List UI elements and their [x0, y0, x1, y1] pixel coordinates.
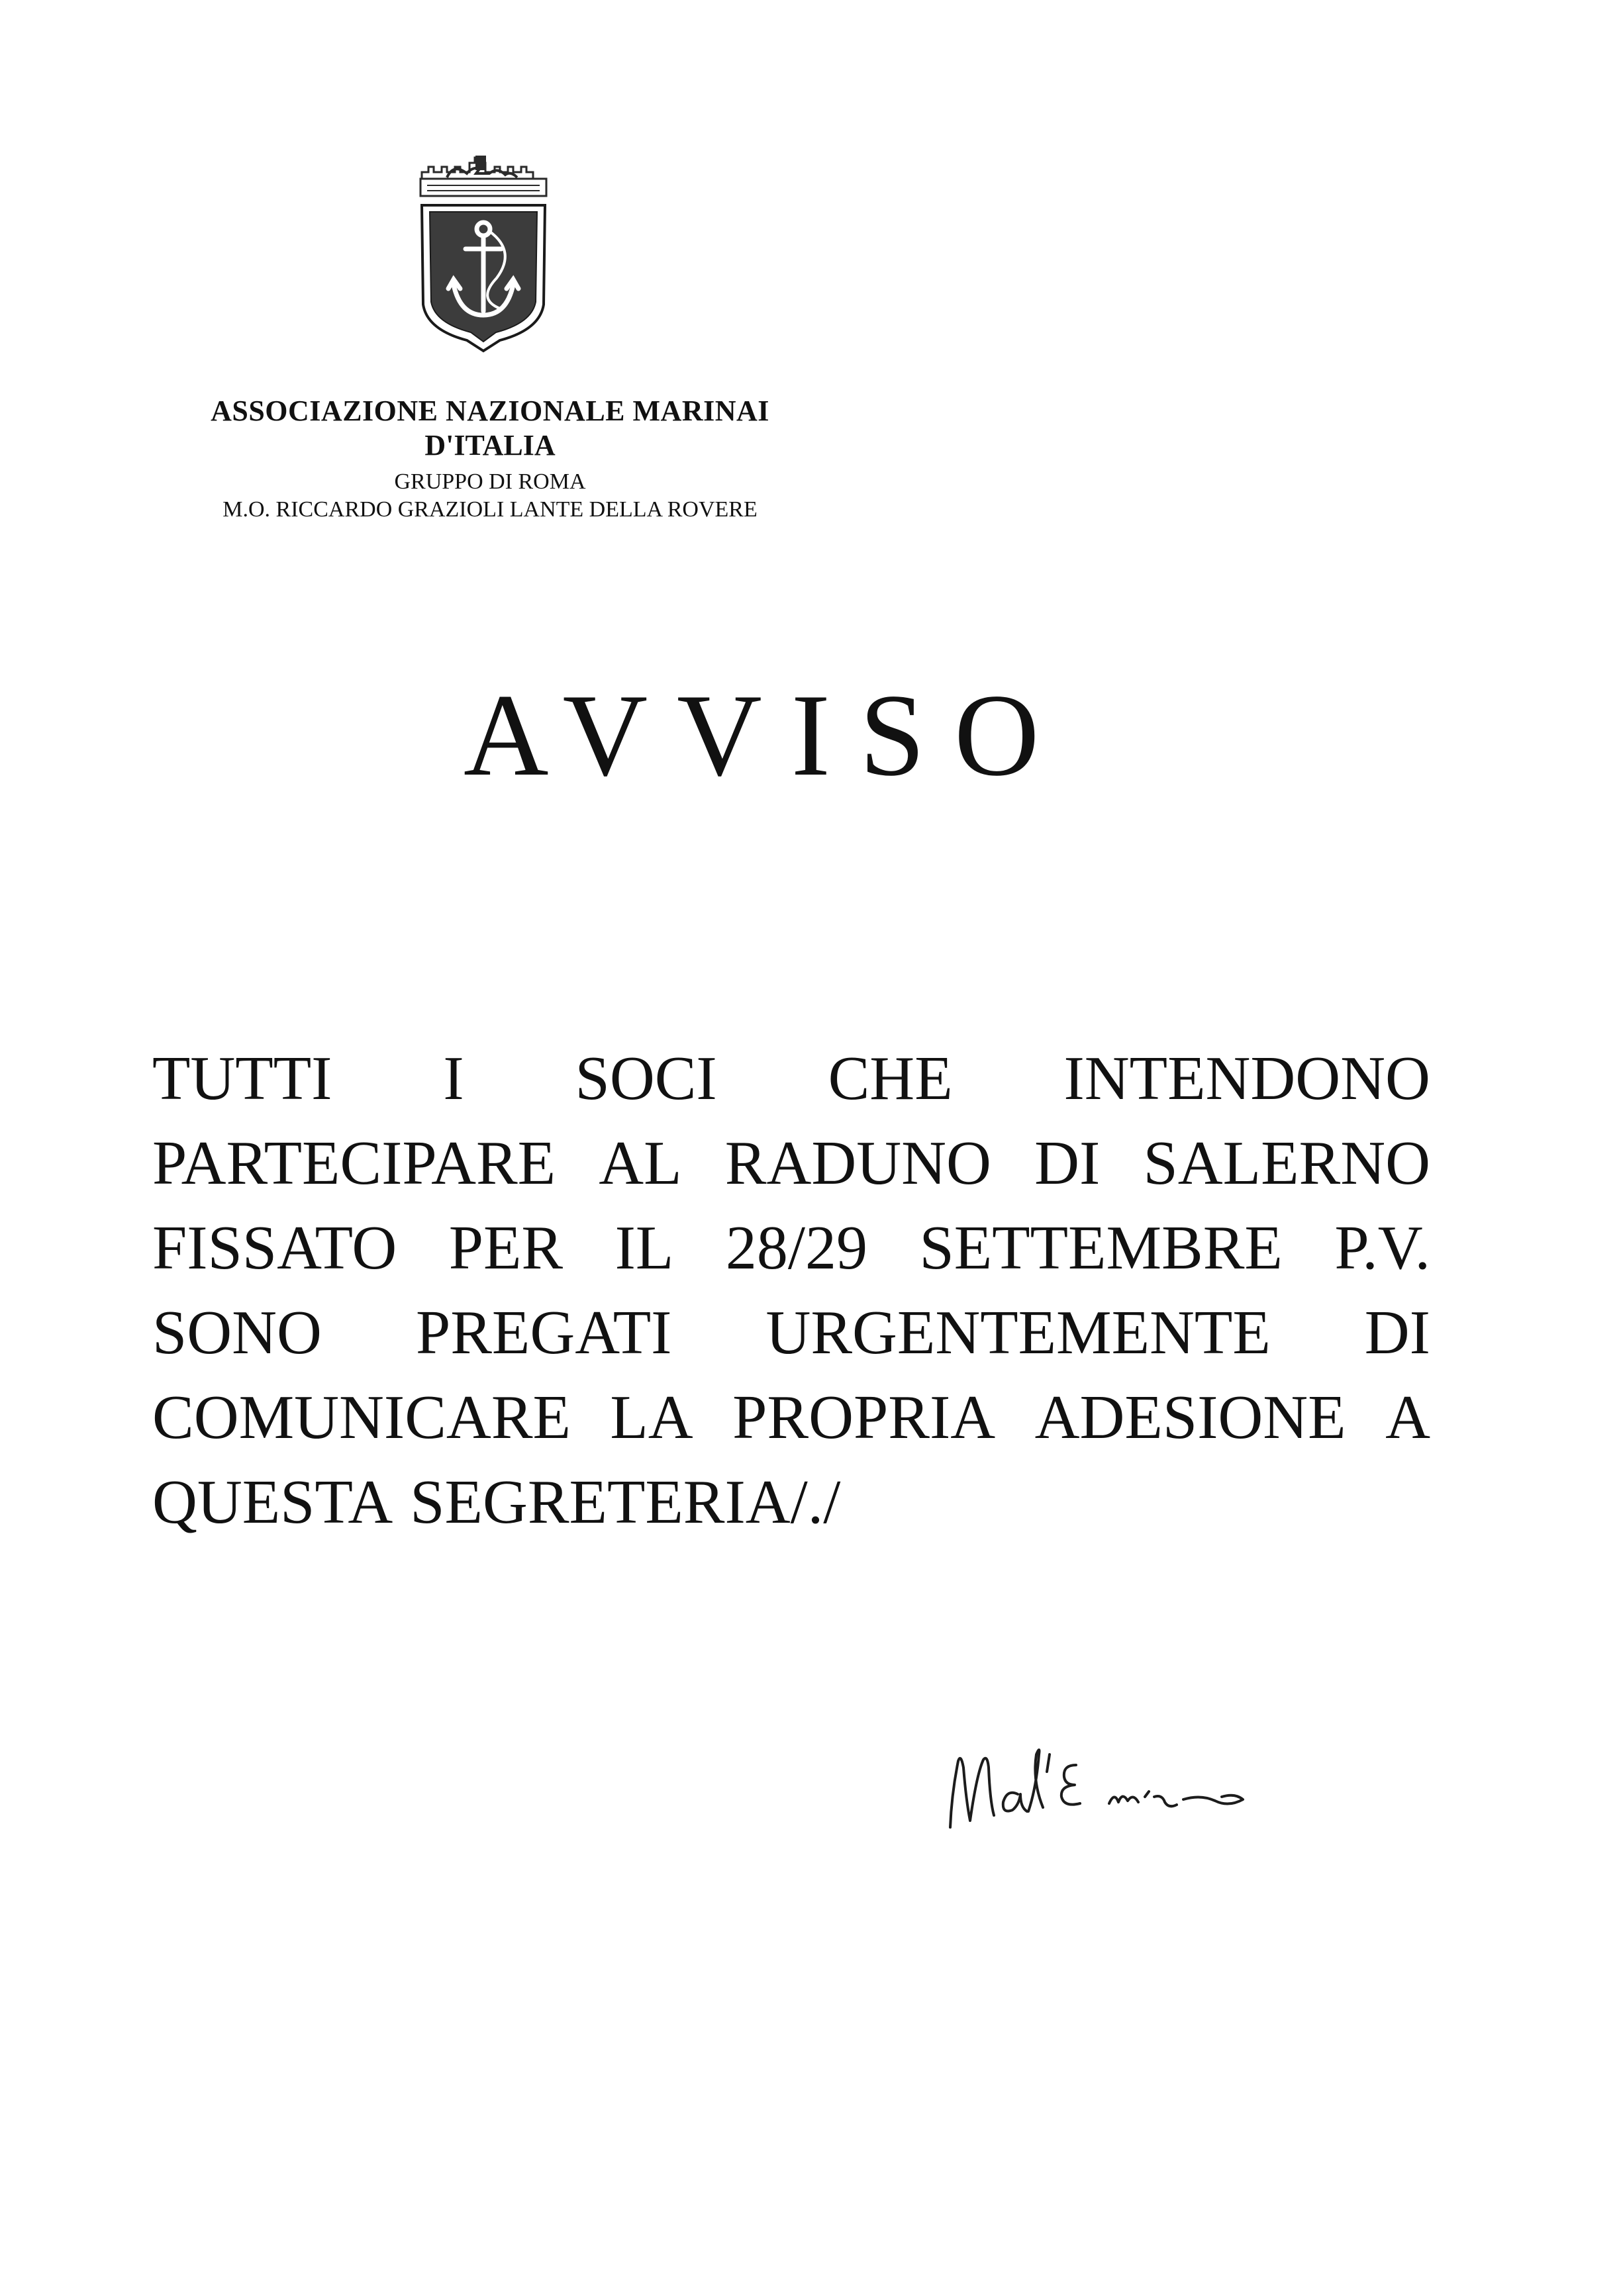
body-word: DI: [1034, 1129, 1101, 1198]
body-word: DI: [1364, 1298, 1430, 1367]
navy-association-emblem: [407, 152, 560, 358]
body-word: AL: [599, 1129, 682, 1198]
handwritten-signature: [944, 1728, 1420, 1847]
organization-name: ASSOCIAZIONE NAZIONALE MARINAI: [211, 395, 769, 427]
body-word: I: [443, 1044, 464, 1113]
body-word: SEGRETERIA/./: [410, 1468, 841, 1537]
body-word: SOCI: [575, 1044, 717, 1113]
body-word: TUTTI: [152, 1044, 332, 1113]
crown-icon: [420, 156, 546, 196]
organization-header: [159, 394, 821, 524]
organization-name-continued: D'ITALIA: [424, 429, 556, 461]
body-word: COMUNICARE: [152, 1383, 571, 1452]
body-word: A: [1385, 1383, 1430, 1452]
body-line: [152, 1121, 1430, 1206]
body-word: FISSATO: [152, 1214, 397, 1282]
body-word: PREGATI: [415, 1298, 672, 1367]
body-line: [152, 1375, 1430, 1460]
body-word: P.V.: [1334, 1214, 1430, 1282]
body-word: PARTECIPARE: [152, 1129, 556, 1198]
body-word: 28/29: [725, 1214, 867, 1282]
body-word: PROPRIA: [732, 1383, 996, 1452]
body-line: [152, 1206, 1430, 1290]
body-word: INTENDONO: [1063, 1044, 1430, 1113]
body-word: IL: [615, 1214, 674, 1282]
group-dedication: M.O. RICCARDO GRAZIOLI LANTE DELLA ROVERE: [222, 497, 758, 522]
notice-body: [152, 1036, 1430, 1545]
group-name: GRUPPO DI ROMA: [394, 469, 586, 494]
notice-title: AVVISO: [464, 669, 1069, 800]
body-word: SETTEMBRE: [919, 1214, 1283, 1282]
body-line: [152, 1290, 1430, 1375]
body-word: QUESTA: [152, 1468, 393, 1537]
body-word: CHE: [828, 1044, 953, 1113]
body-word: ADESIONE: [1034, 1383, 1346, 1452]
body-word: PER: [448, 1214, 564, 1282]
body-word: URGENTEMENTE: [765, 1298, 1271, 1367]
body-line: [152, 1036, 1430, 1121]
body-word: SONO: [152, 1298, 322, 1367]
body-word: RADUNO: [724, 1129, 991, 1198]
body-word: LA: [610, 1383, 693, 1452]
body-word: SALERNO: [1143, 1129, 1430, 1198]
body-line: [152, 1460, 1430, 1545]
